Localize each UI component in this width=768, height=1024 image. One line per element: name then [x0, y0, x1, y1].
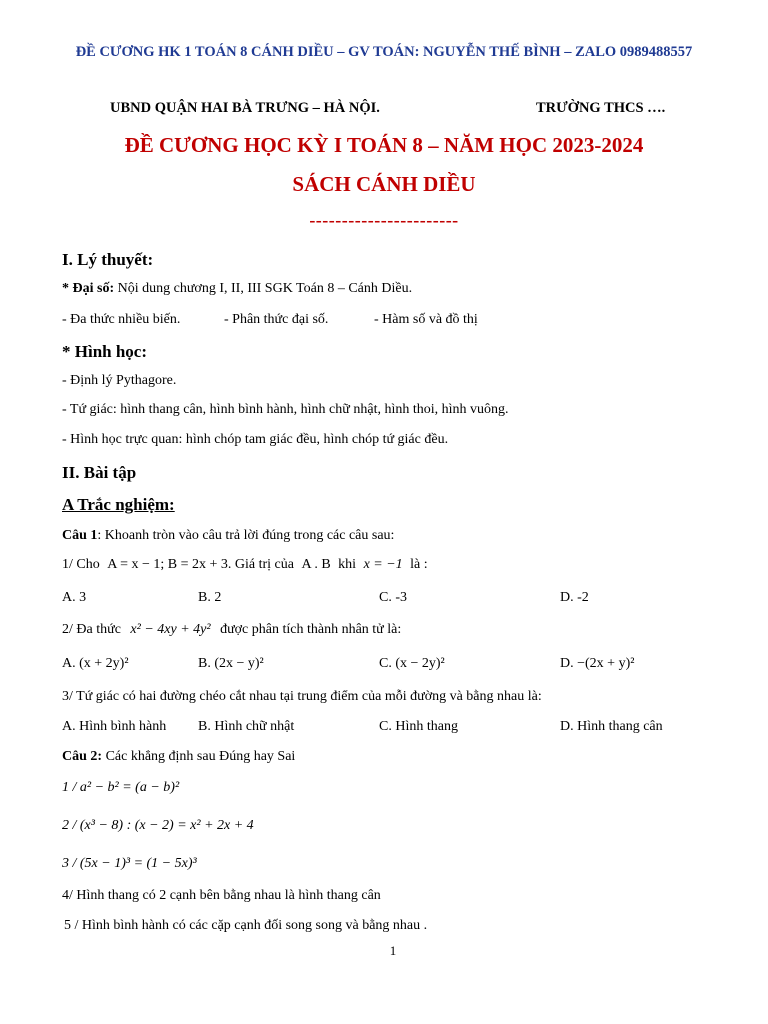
algebra-item: - Đa thức nhiều biến. — [62, 312, 181, 327]
answer-option[interactable]: D. −(2x + y)² — [560, 656, 635, 671]
question-text: Các khẳng định sau Đúng hay Sai — [102, 749, 296, 764]
answer-option[interactable]: C. Hình thang — [379, 719, 458, 734]
question-label: Câu 2: — [62, 749, 103, 764]
answer-option[interactable]: B. (2x − y)² — [198, 656, 264, 671]
document-subtitle: SÁCH CÁNH DIỀU — [292, 172, 476, 196]
statement-item: 5 / Hình bình hành có các cặp cạnh đối song song và bằng nhau . — [64, 918, 428, 933]
algebra-label: * Đại số: — [62, 281, 115, 296]
document-title: ĐỀ CƯƠNG HỌC KỲ I TOÁN 8 – NĂM HỌC 2023-2024 — [124, 133, 644, 157]
answer-option[interactable]: C. (x − 2y)² — [379, 656, 445, 671]
section-exercises-heading: II. Bài tập — [62, 463, 137, 482]
answer-option[interactable]: B. 2 — [198, 590, 222, 605]
question-1-intro — [62, 528, 394, 544]
math-expression: A = x − 1; B = 2x + 3 — [107, 557, 228, 572]
title-divider: ----------------------- — [309, 210, 459, 230]
question-1-3: 3/ Tứ giác có hai đường chéo cắt nhau tại trung điểm của mỗi đường và bằng nhau là: — [62, 689, 542, 704]
q-prefix: 2/ Đa thức — [62, 622, 121, 637]
question-1-2 — [62, 622, 401, 638]
question-text: : Khoanh tròn vào câu trả lời đúng trong các câu sau: — [97, 528, 395, 543]
q-suffix: là : — [410, 557, 428, 572]
document-header: ĐỀ CƯƠNG HK 1 TOÁN 8 CÁNH DIỀU – GV TOÁN: NGUYỄN THẾ BÌNH – ZALO 0989488557 — [75, 44, 693, 60]
q-middle: . Giá trị của — [227, 557, 294, 572]
answer-option[interactable]: A. 3 — [62, 590, 87, 605]
section-theory-heading: I. Lý thuyết: — [62, 250, 154, 269]
answer-option[interactable]: A. Hình bình hành — [62, 719, 167, 734]
geometry-item: - Tứ giác: hình thang cân, hình bình hành, hình chữ nhật, hình thoi, hình vuông. — [62, 402, 509, 417]
answer-option[interactable]: D. Hình thang cân — [560, 719, 663, 734]
multiple-choice-heading: A Trắc nghiệm: — [62, 495, 175, 514]
statement-item: 4/ Hình thang có 2 cạnh bên bằng nhau là hình thang cân — [62, 888, 381, 903]
q-prefix: 1/ Cho — [62, 557, 100, 572]
question-2-intro — [62, 749, 295, 765]
math-expression: A . B — [301, 557, 331, 572]
geometry-item: - Định lý Pythagore. — [62, 373, 177, 388]
q-suffix: được phân tích thành nhân tử là: — [220, 622, 402, 637]
geometry-item: - Hình học trực quan: hình chóp tam giác đều, hình chóp tứ giác đều. — [62, 432, 449, 447]
math-expression: x = −1 — [363, 557, 403, 572]
q-when: khi — [338, 557, 357, 572]
answer-option[interactable]: A. (x + 2y)² — [62, 656, 129, 671]
algebra-item: - Hàm số và đồ thị — [374, 312, 478, 327]
algebra-text: Nội dung chương I, II, III SGK Toán 8 – Cánh Diều. — [114, 281, 413, 296]
answer-option[interactable]: D. -2 — [560, 590, 589, 605]
statement-item: 3 / (5x − 1)³ = (1 − 5x)³ — [62, 856, 197, 871]
page-number: 1 — [389, 943, 397, 958]
geometry-heading: * Hình học: — [62, 342, 148, 361]
algebra-line — [62, 281, 412, 297]
math-expression: x² − 4xy + 4y² — [130, 622, 211, 637]
school-name: TRƯỜNG THCS …. — [536, 100, 666, 116]
algebra-item: - Phân thức đại số. — [224, 312, 329, 327]
org-name: UBND QUẬN HAI BÀ TRƯNG – HÀ NỘI. — [110, 100, 380, 116]
statement-item: 2 / (x³ − 8) : (x − 2) = x² + 2x + 4 — [62, 818, 254, 833]
answer-option[interactable]: B. Hình chữ nhật — [198, 719, 295, 734]
statement-item: 1 / a² − b² = (a − b)² — [62, 780, 180, 795]
question-label: Câu 1 — [62, 528, 98, 543]
answer-option[interactable]: C. -3 — [379, 590, 407, 605]
question-1-1 — [62, 557, 428, 573]
